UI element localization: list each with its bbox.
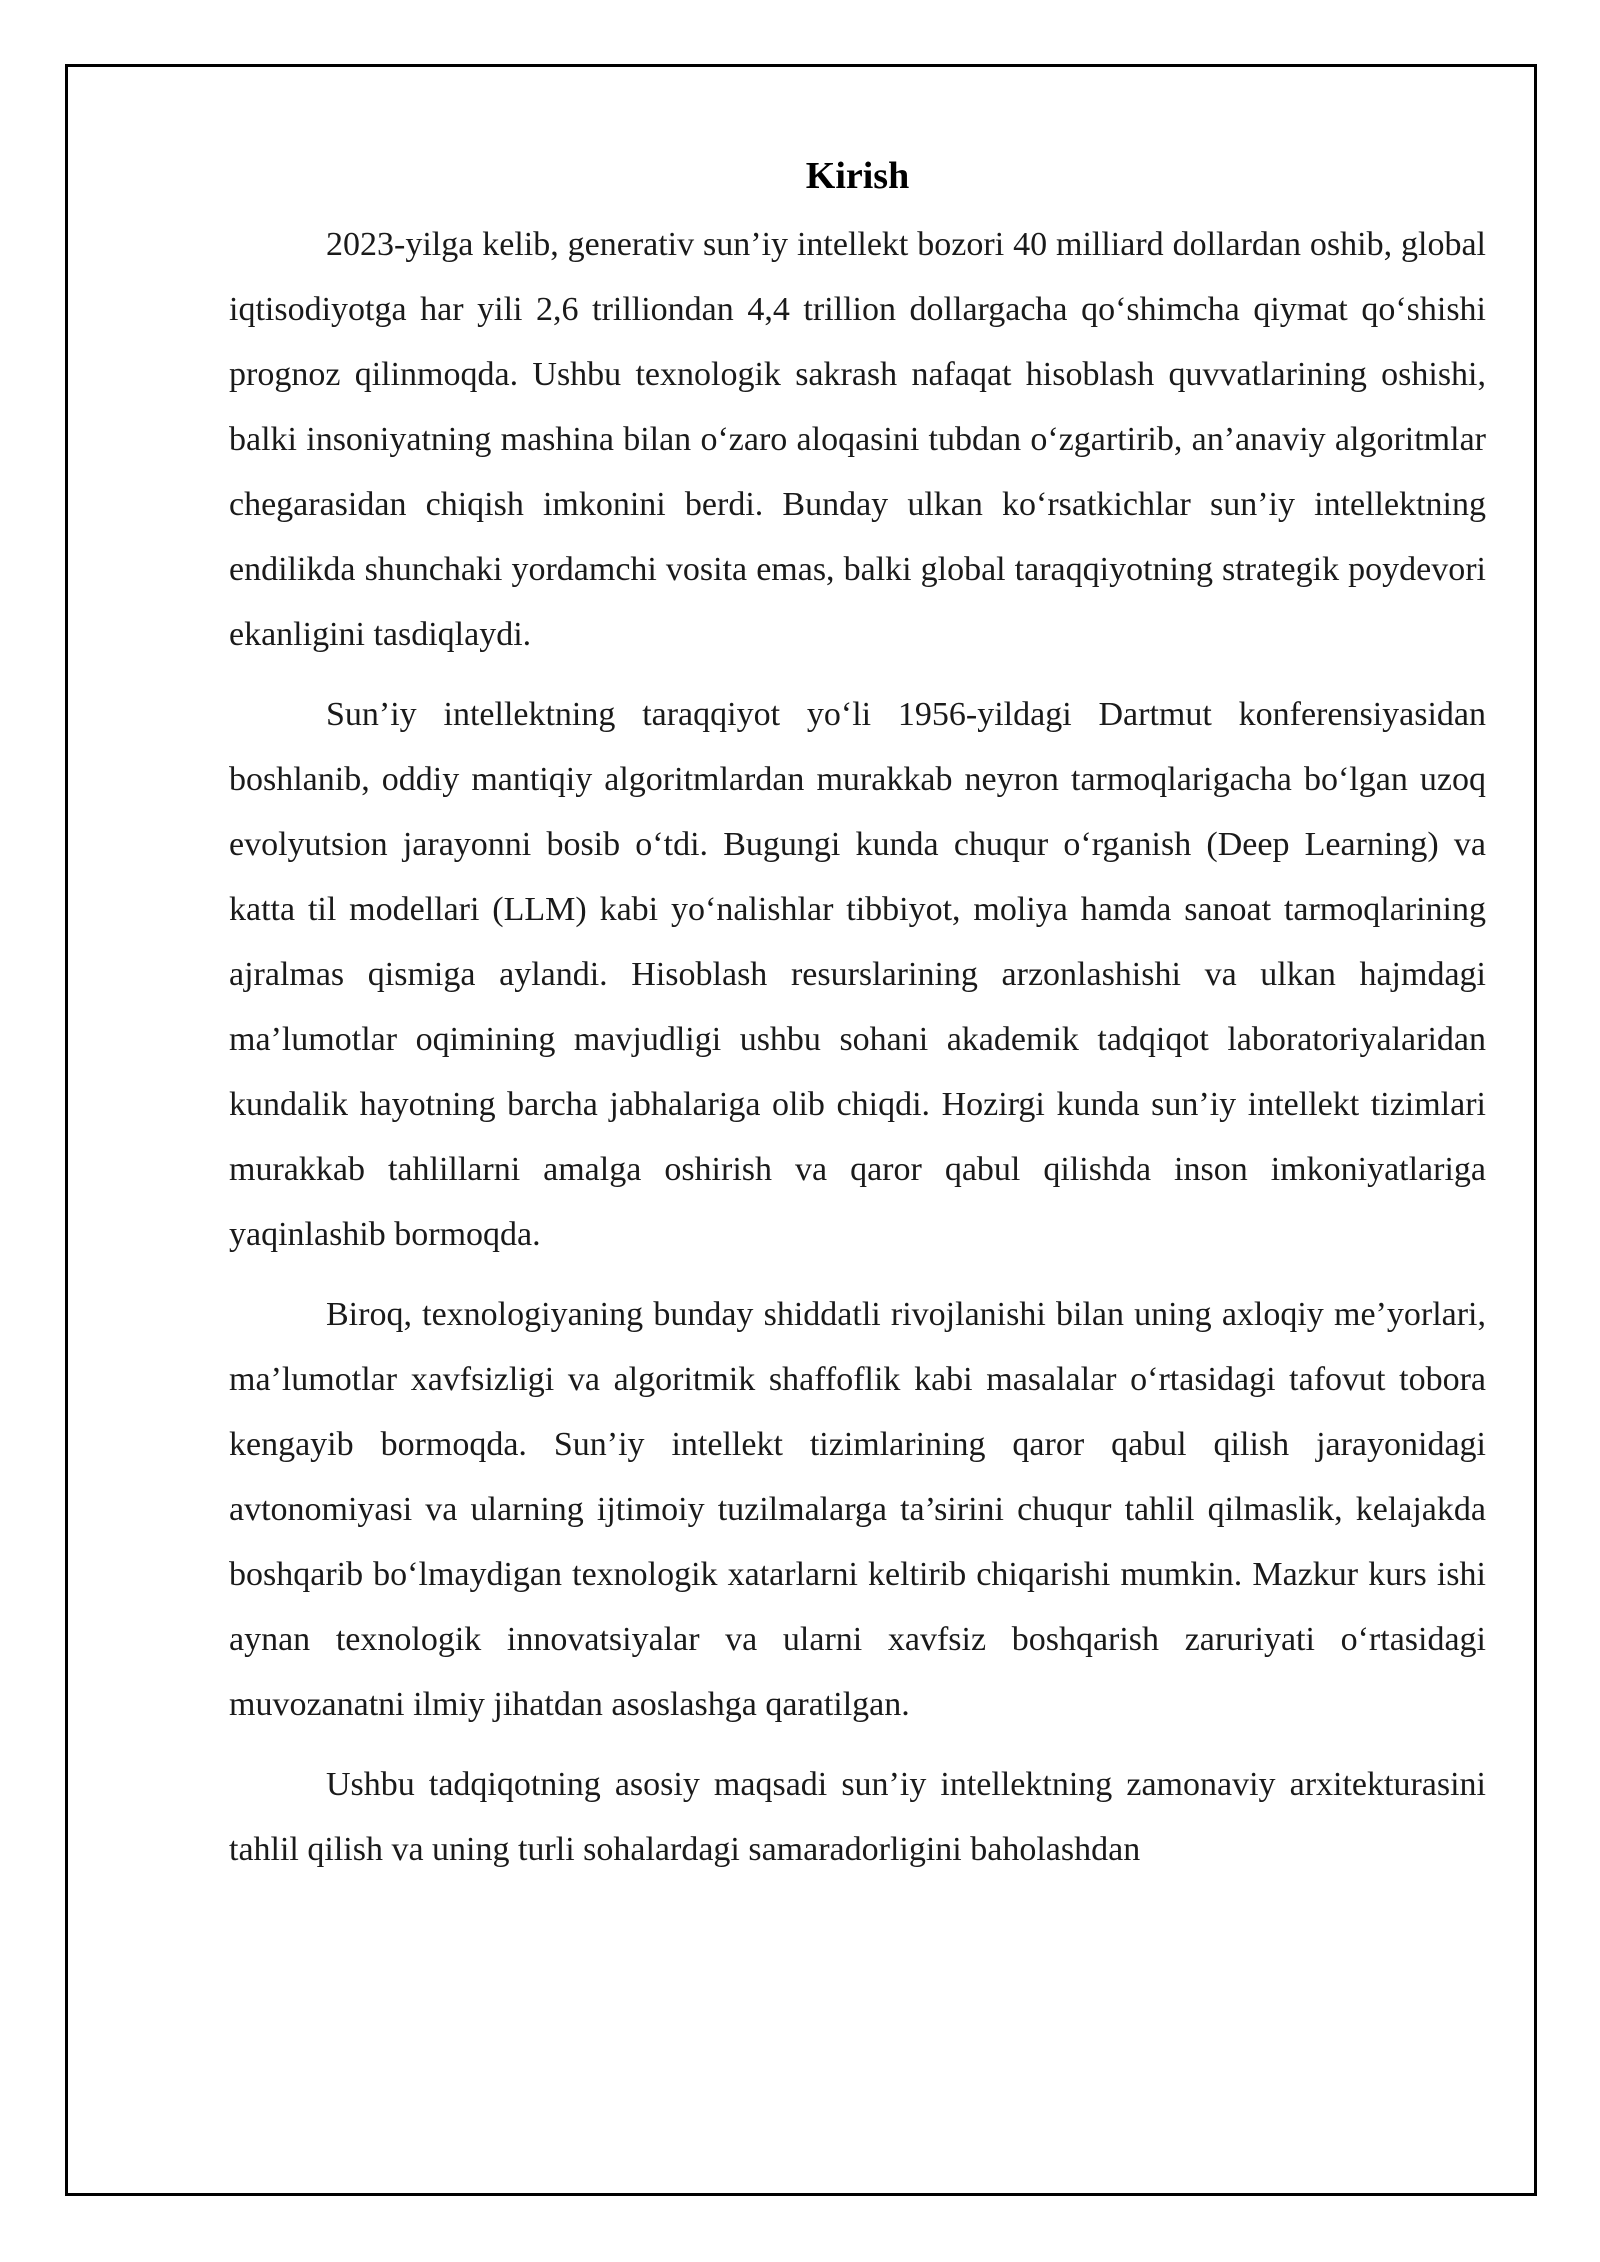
document-body [229, 148, 1486, 1897]
paragraph-4: Ushbu tadqiqotning asosiy maqsadi sun’iy intellektning zamonaviy arxitekturasini tahlil qilish va uning turli sohalardagi samaradorligini baholashdan [229, 1766, 1486, 1868]
paragraph-2: Sun’iy intellektning taraqqiyot yo‘li 1956-yildagi Dartmut konferensiyasidan boshlanib, oddiy mantiqiy algoritmlardan murakkab neyron tarmoqlarigacha bo‘lgan uzoq evolyutsion jarayonni bosib o‘tdi. Bugungi kunda chuqur o‘rganish (Deep Learning) va katta til modellari (LLM) kabi yo‘nalishlar tibbiyot, moliya hamda sanoat tarmoqlarining ajralmas qismiga aylandi. Hisoblash resurslarining arzonlashishi va ulkan hajmdagi ma’lumotlar oqimining mavjudligi ushbu sohani akademik tadqiqot laboratoriyalaridan kundalik hayotning barcha jabhalariga olib chiqdi. Hozirgi kunda sun’iy intellekt tizimlari murakkab tahlillarni amalga oshirish va qaror qabul qilishda inson imkoniyatlariga yaqinlashib bormoqda. [229, 696, 1486, 1253]
paragraph-3: Biroq, texnologiyaning bunday shiddatli rivojlanishi bilan uning axloqiy me’yorlari, ma’lumotlar xavfsizligi va algoritmik shaffoflik kabi masalalar o‘rtasidagi tafovut tobora kengayib bormoqda. Sun’iy intellekt tizimlarining qaror qabul qilish jarayonidagi avtonomiyasi va ularning ijtimoiy tuzilmalarga ta’sirini chuqur tahlil qilmaslik, kelajakda boshqarib bo‘lmaydigan texnologik xatarlarni keltirib chiqarishi mumkin. Mazkur kurs ishi aynan texnologik innovatsiyalar va ularni xavfsiz boshqarish zaruriyati o‘rtasidagi muvozanatni ilmiy jihatdan asoslashga qaratilgan. [229, 1296, 1486, 1723]
section-title: Kirish [805, 155, 910, 197]
paragraph-1: 2023-yilga kelib, generativ sun’iy intellekt bozori 40 milliard dollardan oshib, global iqtisodiyotga har yili 2,6 trilliondan 4,4 trillion dollargacha qo‘shimcha qiymat qo‘shishi prognoz qilinmoqda. Ushbu texnologik sakrash nafaqat hisoblash quvvatlarining oshishi, balki insoniyatning mashina bilan o‘zaro aloqasini tubdan o‘zgartirib, an’anaviy algoritmlar chegarasidan chiqish imkonini berdi. Bunday ulkan ko‘rsatkichlar sun’iy intellektning endilikda shunchaki yordamchi vosita emas, balki global taraqqiyotning strategik poydevori ekanligini tasdiqlaydi. [229, 226, 1486, 653]
